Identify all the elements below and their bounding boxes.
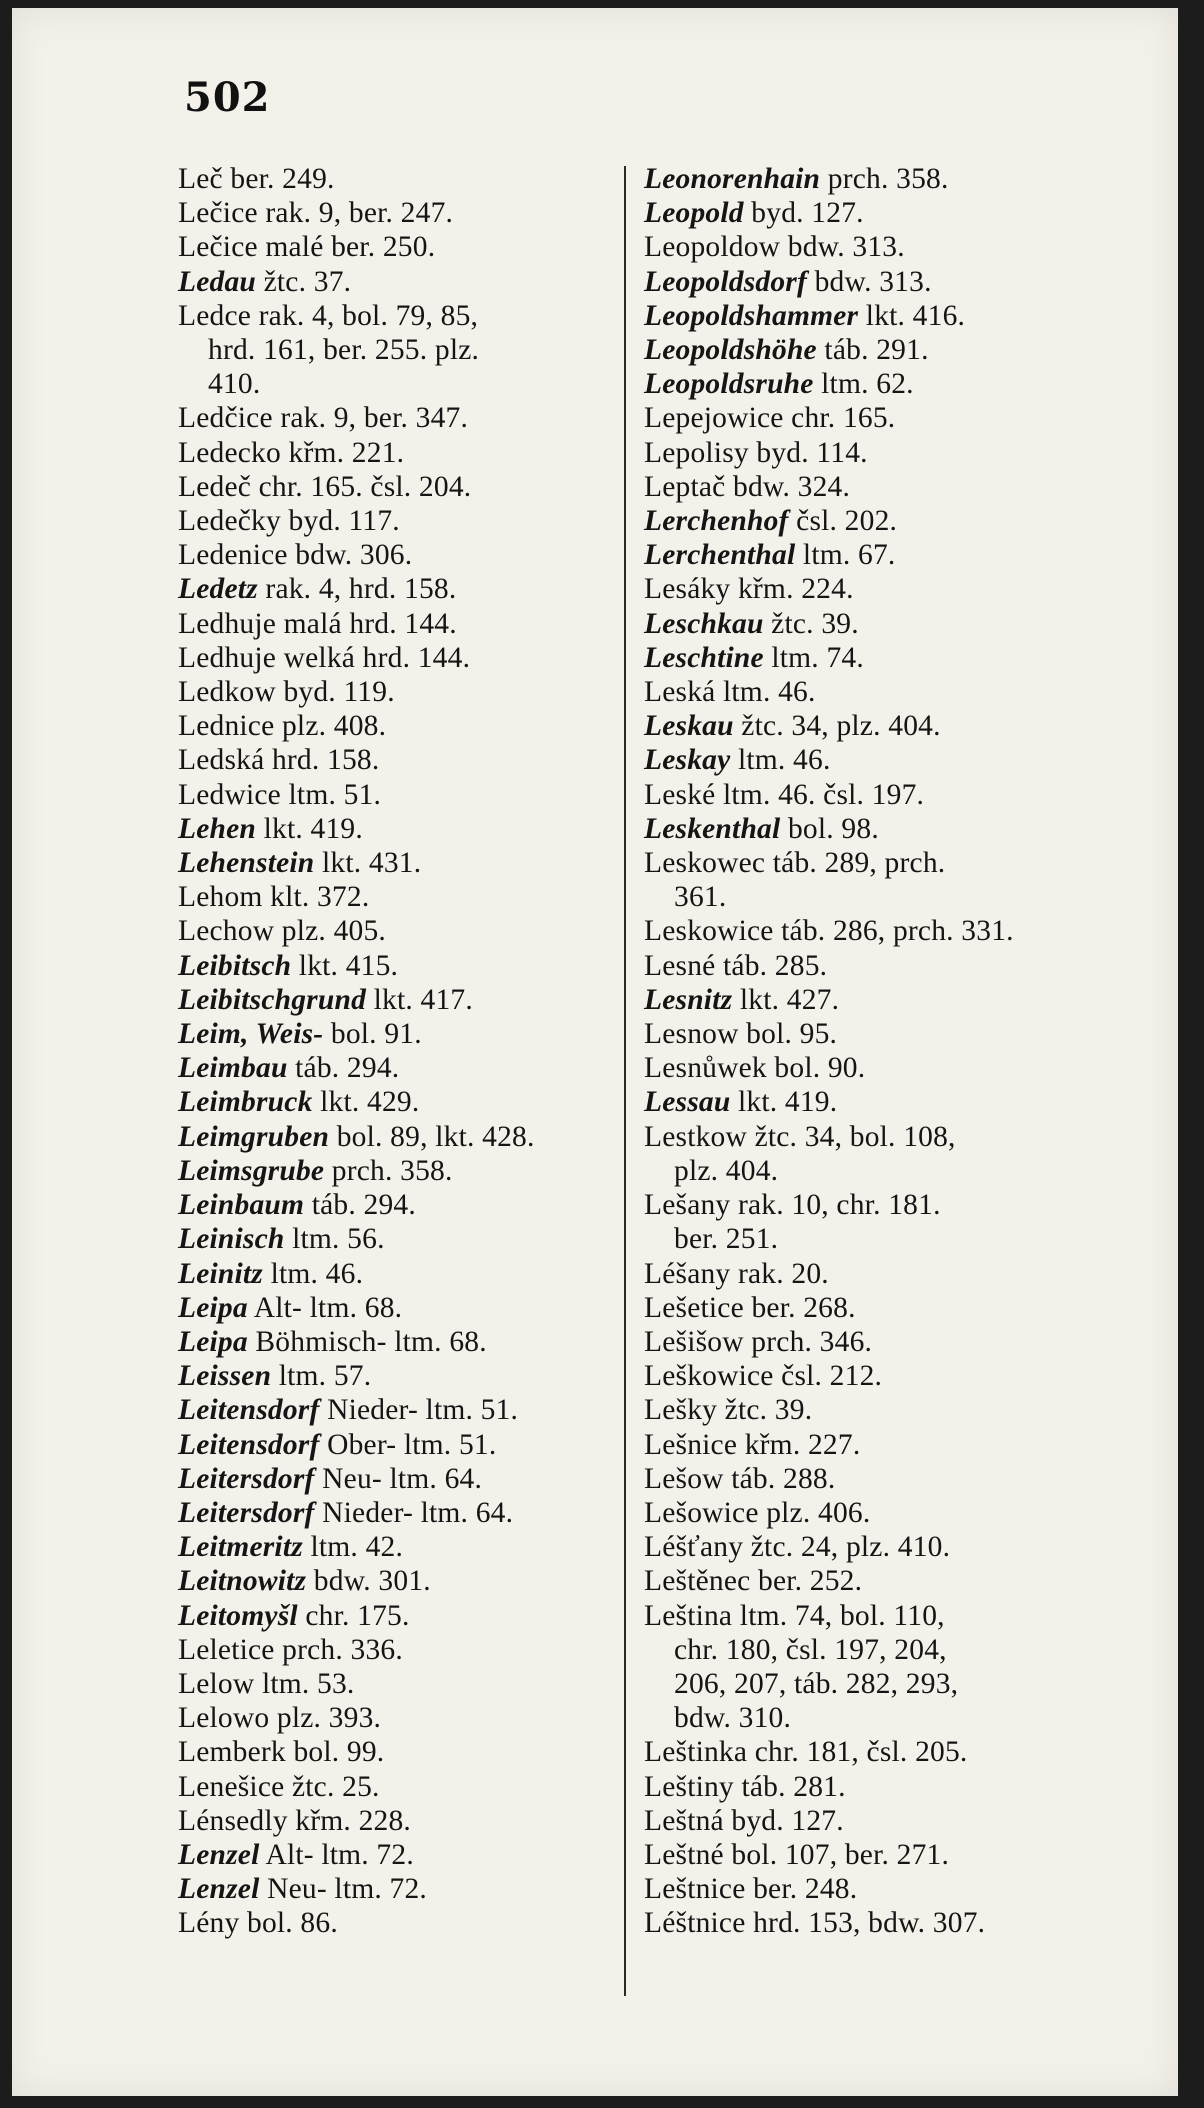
- entry-text: Alt- ltm. 68.: [247, 1291, 403, 1324]
- index-entry: [644, 1257, 1090, 1291]
- entry-text: Lehom klt. 372.: [178, 881, 370, 914]
- entry-german-name: Leitmeritz: [178, 1531, 303, 1564]
- entry-text: lkt. 419.: [256, 812, 363, 845]
- index-entry: [644, 1462, 1090, 1496]
- entry-text: bol. 89, lkt. 428.: [329, 1120, 535, 1153]
- entry-text: čsl. 202.: [788, 505, 898, 538]
- index-entry: [178, 846, 618, 880]
- index-entry: [178, 1188, 618, 1222]
- entry-text: Léšťany žtc. 24, plz. 410.: [644, 1531, 951, 1564]
- index-entry: [178, 1257, 618, 1291]
- index-entry: [644, 367, 1090, 401]
- index-entry: [644, 1325, 1090, 1359]
- entry-text: lkt. 415.: [291, 949, 399, 982]
- entry-text: lkt. 429.: [312, 1086, 420, 1119]
- entry-text: Leč ber. 249.: [178, 163, 335, 195]
- entry-text: Leská ltm. 46.: [644, 676, 816, 709]
- index-entry: [178, 1599, 618, 1633]
- entry-text: Ledecko křm. 221.: [178, 436, 405, 469]
- entry-text: lkt. 416.: [858, 299, 966, 332]
- entry-text: Leskowec táb. 289, prch.: [644, 847, 946, 880]
- entry-text: prch. 358.: [820, 163, 949, 195]
- entry-text: Ledeč chr. 165. čsl. 204.: [178, 470, 472, 503]
- index-entry: [178, 401, 618, 435]
- index-entry: [178, 1120, 618, 1154]
- index-entry: [644, 1428, 1090, 1462]
- entry-german-name: Leschtine: [644, 641, 764, 674]
- entry-german-name: Leinbaum: [178, 1189, 305, 1222]
- column-divider: [624, 166, 626, 1996]
- entry-german-name: Leitersdorf: [178, 1462, 315, 1495]
- entry-text: Lešany rak. 10, chr. 181.: [644, 1189, 941, 1222]
- entry-german-name: Leopoldshammer: [644, 299, 859, 332]
- index-entry: [178, 1428, 618, 1462]
- index-entry: [644, 1530, 1090, 1564]
- index-entry: [644, 641, 1090, 675]
- entry-german-name: Leissen: [178, 1360, 272, 1393]
- entry-text: Nieder- ltm. 64.: [314, 1496, 514, 1529]
- entry-text: Ledská hrd. 158.: [178, 744, 380, 777]
- index-entry: [178, 1906, 618, 1940]
- index-entry: [178, 299, 618, 333]
- index-entry: [178, 162, 618, 196]
- entry-text: chr. 175.: [297, 1599, 410, 1632]
- entry-german-name: Leitensdorf: [178, 1394, 320, 1427]
- entry-text: Lepejowice chr. 165.: [644, 402, 896, 435]
- index-entry: [644, 1359, 1090, 1393]
- index-entry: [178, 1633, 618, 1667]
- index-entry: [178, 1359, 618, 1393]
- index-entry: [178, 778, 618, 812]
- entry-text: Lednice plz. 408.: [178, 710, 387, 743]
- entry-text: chr. 180, čsl. 197, 204,: [674, 1633, 947, 1666]
- entry-text: byd. 127.: [743, 197, 864, 230]
- entry-text: 410.: [208, 368, 261, 401]
- entry-german-name: Leskay: [644, 744, 731, 777]
- index-entry: [644, 1291, 1090, 1325]
- entry-text: Lenešice žtc. 25.: [178, 1770, 380, 1803]
- index-entry: [178, 1291, 618, 1325]
- entry-german-name: Leim, Weis-: [178, 1018, 324, 1051]
- index-entry: [644, 1564, 1090, 1598]
- entry-text: Lesné táb. 285.: [644, 949, 828, 982]
- entry-text: Lešky žtc. 39.: [644, 1394, 813, 1427]
- index-entry: [644, 1393, 1090, 1427]
- entry-german-name: Leschkau: [644, 607, 764, 640]
- entry-text: lkt. 427.: [732, 983, 840, 1016]
- index-entry: [644, 1085, 1090, 1119]
- index-entry: [178, 1496, 618, 1530]
- index-entry: [178, 1530, 618, 1564]
- entry-german-name: Lessau: [644, 1086, 731, 1119]
- entry-text: táb. 291.: [816, 334, 929, 367]
- entry-text: prch. 358.: [324, 1154, 453, 1187]
- entry-text: lkt. 417.: [366, 983, 473, 1016]
- index-entry: [178, 470, 618, 504]
- entry-text: žtc. 34, plz. 404.: [733, 710, 941, 743]
- index-entry: [644, 1804, 1090, 1838]
- index-entry: [644, 299, 1090, 333]
- entry-text: Leštné bol. 107, ber. 271.: [644, 1838, 950, 1871]
- index-entry: [178, 572, 618, 606]
- index-entry: [644, 265, 1090, 299]
- index-entry: [178, 436, 618, 470]
- index-column-right: [644, 162, 1090, 1941]
- index-entry: [178, 1838, 618, 1872]
- index-entry-continuation: [644, 1154, 1090, 1188]
- entry-text: bol. 91.: [323, 1018, 422, 1051]
- index-entry: [644, 1496, 1090, 1530]
- entry-german-name: Leinisch: [178, 1223, 285, 1256]
- entry-text: Ledečky byd. 117.: [178, 505, 400, 538]
- index-column-left: [178, 162, 618, 1941]
- entry-text: bdw. 301.: [306, 1565, 431, 1598]
- entry-german-name: Leskau: [644, 710, 734, 743]
- entry-text: Ledwice ltm. 51.: [178, 778, 382, 811]
- index-entry: [644, 1872, 1090, 1906]
- index-entry: [178, 1770, 618, 1804]
- index-entry: [644, 162, 1090, 196]
- entry-text: lkt. 431.: [314, 847, 422, 880]
- entry-german-name: Leitnowitz: [178, 1565, 307, 1598]
- entry-text: Ledce rak. 4, bol. 79, 85,: [178, 299, 479, 332]
- entry-text: Ledhuje malá hrd. 144.: [178, 607, 457, 640]
- index-entry: [178, 230, 618, 264]
- entry-german-name: Leimgruben: [178, 1120, 330, 1153]
- entry-text: 361.: [674, 881, 727, 914]
- entry-text: Alt- ltm. 72.: [259, 1838, 414, 1871]
- index-entry-continuation: [644, 1701, 1090, 1735]
- entry-text: ltm. 67.: [795, 539, 896, 572]
- entry-text: ltm. 62.: [813, 368, 914, 401]
- index-entry: [644, 914, 1090, 948]
- book-page: [12, 8, 1178, 2096]
- entry-text: žtc. 37.: [256, 265, 352, 298]
- entry-text: Lečice rak. 9, ber. 247.: [178, 197, 454, 230]
- index-entry: [644, 572, 1090, 606]
- index-entry: [178, 983, 618, 1017]
- entry-text: lkt. 419.: [730, 1086, 838, 1119]
- index-entry: [178, 743, 618, 777]
- entry-text: Léštnice hrd. 153, bdw. 307.: [644, 1907, 986, 1940]
- index-entry: [178, 1051, 618, 1085]
- index-entry: [178, 1804, 618, 1838]
- index-entry: [178, 641, 618, 675]
- index-entry: [178, 914, 618, 948]
- index-entry: [644, 1120, 1090, 1154]
- entry-german-name: Lenzel: [178, 1838, 260, 1871]
- entry-german-name: Leibitsch: [178, 949, 292, 982]
- entry-german-name: Leibitschgrund: [178, 983, 367, 1016]
- index-entry: [644, 538, 1090, 572]
- index-entry: [178, 1393, 618, 1427]
- entry-text: žtc. 39.: [763, 607, 859, 640]
- entry-text: ltm. 57.: [271, 1360, 372, 1393]
- entry-text: ber. 251.: [674, 1223, 779, 1256]
- index-entry: [178, 1872, 618, 1906]
- entry-text: Nieder- ltm. 51.: [319, 1394, 519, 1427]
- entry-text: ltm. 74.: [763, 641, 864, 674]
- entry-german-name: Lehen: [178, 812, 257, 845]
- entry-text: Lelowo plz. 393.: [178, 1702, 382, 1735]
- entry-text: Leštiny táb. 281.: [644, 1770, 846, 1803]
- entry-text: Lesáky křm. 224.: [644, 573, 854, 606]
- entry-text: Lelow ltm. 53.: [178, 1667, 355, 1700]
- index-entry: [178, 1667, 618, 1701]
- entry-text: Lepolisy byd. 114.: [644, 436, 868, 469]
- index-entry: [178, 812, 618, 846]
- index-entry: [644, 709, 1090, 743]
- index-entry: [178, 1325, 618, 1359]
- entry-german-name: Leonorenhain: [644, 163, 821, 195]
- index-entry-continuation: [644, 1222, 1090, 1256]
- index-entry: [644, 1770, 1090, 1804]
- index-entry: [178, 709, 618, 743]
- entry-german-name: Leitersdorf: [178, 1496, 315, 1529]
- entry-german-name: Leopoldsdorf: [644, 265, 807, 298]
- index-entry: [644, 230, 1090, 264]
- entry-text: Lemberk bol. 99.: [178, 1736, 385, 1769]
- entry-text: Böhmisch- ltm. 68.: [247, 1325, 487, 1358]
- entry-text: táb. 294.: [287, 1052, 400, 1085]
- entry-text: ltm. 42.: [302, 1531, 404, 1564]
- entry-text: Lešow táb. 288.: [644, 1462, 836, 1495]
- entry-text: Ledčice rak. 9, ber. 347.: [178, 402, 469, 435]
- index-entry: [644, 1188, 1090, 1222]
- index-entry: [644, 743, 1090, 777]
- index-entry: [178, 1462, 618, 1496]
- index-entry: [644, 812, 1090, 846]
- entry-text: Leštinka chr. 181, čsl. 205.: [644, 1736, 968, 1769]
- index-entry: [178, 1085, 618, 1119]
- index-entry: [644, 333, 1090, 367]
- entry-german-name: Lehenstein: [178, 847, 315, 880]
- entry-text: Leškowice čsl. 212.: [644, 1360, 883, 1393]
- index-entry-continuation: [178, 333, 618, 367]
- index-entry: [644, 401, 1090, 435]
- entry-text: Lešetice ber. 268.: [644, 1291, 856, 1324]
- index-entry: [178, 1017, 618, 1051]
- entry-text: Ledenice bdw. 306.: [178, 539, 413, 572]
- entry-german-name: Ledetz: [178, 573, 258, 606]
- index-entry: [644, 949, 1090, 983]
- index-entry: [644, 1599, 1090, 1633]
- entry-text: Lechow plz. 405.: [178, 915, 387, 948]
- entry-text: Lesnůwek bol. 90.: [644, 1052, 866, 1085]
- entry-german-name: Ledau: [178, 265, 257, 298]
- entry-german-name: Lerchenthal: [644, 539, 796, 572]
- entry-text: Lešnice křm. 227.: [644, 1428, 861, 1461]
- entry-text: Ledkow byd. 119.: [178, 676, 395, 709]
- index-entry: [644, 675, 1090, 709]
- entry-text: Lešowice plz. 406.: [644, 1496, 871, 1529]
- entry-text: Neu- ltm. 72.: [259, 1873, 427, 1906]
- entry-german-name: Leopold: [644, 197, 744, 230]
- entry-german-name: Lesnitz: [644, 983, 733, 1016]
- index-entry: [644, 1906, 1090, 1940]
- index-entry: [644, 983, 1090, 1017]
- index-entry: [178, 1154, 618, 1188]
- entry-text: hrd. 161, ber. 255. plz.: [208, 334, 480, 367]
- entry-german-name: Leinitz: [178, 1257, 263, 1290]
- entry-text: Ledhuje welká hrd. 144.: [178, 641, 471, 674]
- index-entry: [644, 196, 1090, 230]
- index-entry: [178, 1735, 618, 1769]
- entry-german-name: Leopoldshöhe: [644, 334, 817, 367]
- entry-german-name: Leopoldsruhe: [644, 368, 814, 401]
- entry-text: Leštnice ber. 248.: [644, 1873, 858, 1906]
- entry-german-name: Leskenthal: [644, 812, 781, 845]
- entry-text: bol. 98.: [780, 812, 879, 845]
- entry-text: rak. 4, hrd. 158.: [257, 573, 457, 606]
- entry-text: Leské ltm. 46. čsl. 197.: [644, 778, 925, 811]
- index-entry: [178, 538, 618, 572]
- entry-german-name: Leimbruck: [178, 1086, 313, 1119]
- index-entry: [178, 1564, 618, 1598]
- entry-text: Neu- ltm. 64.: [314, 1462, 483, 1495]
- index-entry: [644, 1735, 1090, 1769]
- entry-text: Leskowice táb. 286, prch. 331.: [644, 915, 1014, 948]
- entry-text: Lečice malé ber. 250.: [178, 231, 436, 264]
- entry-german-name: Leipa: [178, 1291, 248, 1324]
- entry-text: Leopoldow bdw. 313.: [644, 231, 905, 264]
- index-entry: [178, 196, 618, 230]
- index-entry: [178, 504, 618, 538]
- entry-text: ltm. 46.: [263, 1257, 364, 1290]
- index-entry: [644, 778, 1090, 812]
- index-entry-continuation: [644, 1667, 1090, 1701]
- entry-german-name: Leitomyšl: [178, 1599, 298, 1632]
- entry-text: Leštná byd. 127.: [644, 1804, 844, 1837]
- entry-text: ltm. 46.: [730, 744, 831, 777]
- index-entry-continuation: [644, 880, 1090, 914]
- entry-german-name: Leimsgrube: [178, 1154, 325, 1187]
- index-entry-continuation: [178, 367, 618, 401]
- entry-german-name: Leimbau: [178, 1052, 288, 1085]
- index-entry: [644, 1051, 1090, 1085]
- entry-german-name: Lenzel: [178, 1873, 260, 1906]
- entry-text: Leštěnec ber. 252.: [644, 1565, 863, 1598]
- index-entry: [178, 1222, 618, 1256]
- entry-german-name: Lerchenhof: [644, 505, 789, 538]
- entry-text: plz. 404.: [674, 1154, 779, 1187]
- entry-text: Ober- ltm. 51.: [319, 1428, 497, 1461]
- index-entry: [178, 1701, 618, 1735]
- index-entry: [178, 880, 618, 914]
- entry-text: Lestkow žtc. 34, bol. 108,: [644, 1120, 956, 1153]
- entry-text: Lénsedly křm. 228.: [178, 1804, 412, 1837]
- index-entry: [644, 436, 1090, 470]
- index-entry: [644, 607, 1090, 641]
- index-entry: [178, 675, 618, 709]
- entry-text: Leletice prch. 336.: [178, 1633, 403, 1666]
- index-entry: [644, 1838, 1090, 1872]
- index-entry: [178, 265, 618, 299]
- index-entry-continuation: [644, 1633, 1090, 1667]
- entry-text: táb. 294.: [304, 1189, 416, 1222]
- index-entry: [178, 607, 618, 641]
- page-number: 502: [184, 74, 271, 121]
- entry-german-name: Leipa: [178, 1325, 248, 1358]
- entry-text: bdw. 313.: [807, 265, 932, 298]
- entry-text: Léšany rak. 20.: [644, 1257, 829, 1290]
- entry-text: Lény bol. 86.: [178, 1907, 338, 1940]
- entry-text: Lešišow prch. 346.: [644, 1325, 873, 1358]
- entry-text: Leptač bdw. 324.: [644, 470, 851, 503]
- entry-text: Leština ltm. 74, bol. 110,: [644, 1599, 945, 1632]
- index-entry: [644, 846, 1090, 880]
- index-entry: [178, 949, 618, 983]
- entry-german-name: Leitensdorf: [178, 1428, 320, 1461]
- entry-text: Lesnow bol. 95.: [644, 1018, 838, 1051]
- entry-text: ltm. 56.: [284, 1223, 385, 1256]
- entry-text: 206, 207, táb. 282, 293,: [674, 1667, 959, 1700]
- index-entry: [644, 1017, 1090, 1051]
- entry-text: bdw. 310.: [674, 1702, 792, 1735]
- index-entry: [644, 504, 1090, 538]
- index-entry: [644, 470, 1090, 504]
